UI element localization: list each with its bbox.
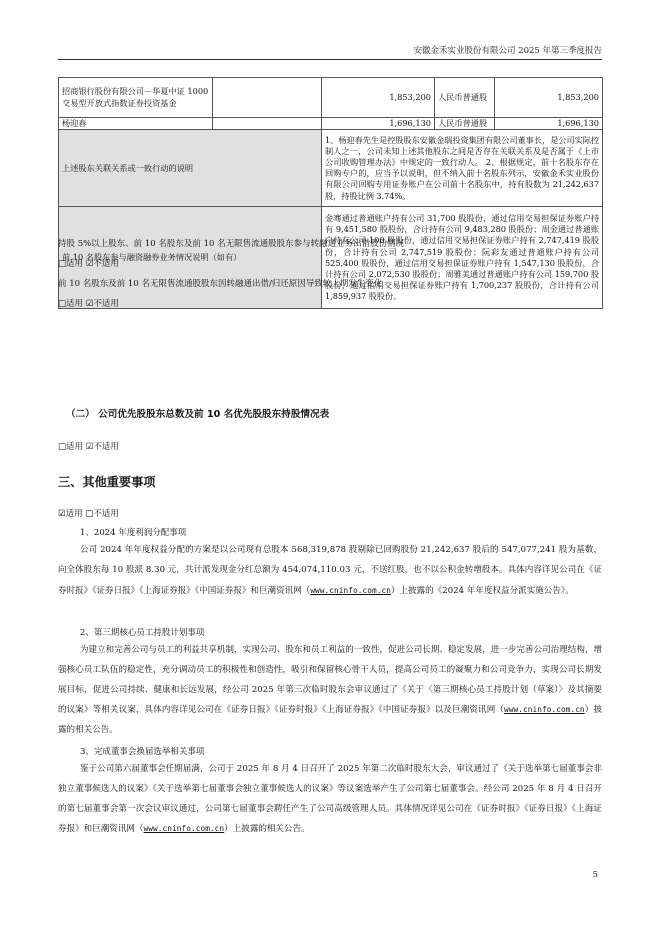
table-row [59,118,603,130]
section-heading: 三、其他重要事项 [58,475,156,489]
report-header: 安徽金禾实业股份有限公司 2025 年第三季度报告 [413,46,602,56]
holder-name: 招商银行股份有限公司－华夏中证 1000 交易型开放式指数证券投资基金 [59,78,213,118]
item-3-text-end: ）上披露的相关公告。 [224,824,310,835]
item-1-paragraph [58,541,602,601]
shares-held: 1,853,200 [322,78,435,118]
margin-trading-text: 金骞通过普通账户持有公司 31,700 股股份，通过信用交易担保证券账户持有 9,451,580 股股份，合计持有公司 9,483,280 股股份；周金通过普通账户持有公司 100 股股份，通过信用交易担保证券账户持有 2,747,419 股股份，合计持有公司 2,747,519 股股份；阮彩友通过普通账户持有公司 525,400 股股份，通过信用交易担保证券账户持有 1,547,130 股股份，合计持有公司 2,072,530 股股份；周雅美通过普通账户持有公司 159,700 股股份，通过信用交易担保证券账户持有 1,700,237 股股份，合计持有公司 1,859,937 股股份。 [322,207,603,309]
cninfo-link[interactable]: www.cninfo.com.cn [504,705,585,715]
item-1-text-end: ）上披露的《2024 年年度权益分派实施公告》。 [390,585,574,596]
blank-cell [213,118,322,130]
page-number: 5 [592,870,598,880]
item-1-title: 1、2024 年度利润分配事项 [80,528,187,538]
holder-name: 杨迎春 [59,118,213,130]
item-3-text: 鉴于公司第六届董事会任期届满，公司于 2025 年 8 月 4 日召开了 2025 年第二次临时股东大会，审议通过了《关于选举第七届董事会非独立董事候选人的议案》《关于选举第七届董事会独立董事候选人的议案》等议案选举产生了公司第七届董事会。经公司 2025 年 8 月 4 日召开的第七届董事会第一次会议审议通过，公司第七届董事会聘任产生了公司高级管理人员。具体情况详见公司在《证券时报》《证券日报》《上海证券报》和巨潮资讯网（ [58,764,602,835]
share-count: 1,853,200 [495,78,603,118]
item-2-text: 为建立和完善公司与员工的利益共享机制，实现公司、股东和员工利益的一致性，促进公司长期、稳定发展，进一步完善公司治理结构，增强核心员工队伍的稳定性，充分调动员工的积极性和创造性，吸引和保留核心骨干人员，提高公司员工的凝聚力和公司竞争力，实现公司长期发展目标，促进公司持续、健康和长远发展，经公司 2025 年第三次临时股东会审议通过了《关于〈第三期核心员工持股计划（草案）〉及其摘要的议案》等相关议案，具体内容详见公司在《证券日报》《证券时报》《上海证券报》《中国证券报》以及巨潮资讯网（ [58,645,602,716]
section-applicability: ☑适用 □不适用 [58,509,119,519]
share-type: 人民币普通股 [435,118,495,130]
item-1-text: 公司 2024 年年度权益分配的方案是以公司现有总股本 568,319,878 股剔除已回购股份 21,242,637 股后的 547,077,241 股为基数，向全体股东每 10 股派 8.30 元，共计派发现金分红总额为 454,074,110.03 元，不送红股，也不以公积金转增股本。具体内容详见公司在《证券时报》《证券日报》《上海证券报》《中国证券报》和巨潮资讯网（ [58,545,602,596]
shares-held: 1,696,130 [322,118,435,130]
margin-trading-label: 前 10 名股东参与融资融券业务情况说明（如有） [59,207,322,309]
table-row [59,130,603,207]
item-3-title: 3、完成董事会换届选举相关事项 [80,747,205,757]
item-3-paragraph [58,760,602,840]
table-row [59,207,603,309]
preferred-shares-heading: （二） 公司优先股股东总数及前 10 名优先股股东持股情况表 [66,409,330,420]
top-shareholders-table [58,77,603,309]
item-2-text-end: ）披露的相关公告。 [58,705,603,736]
lending-title: 持股 5%以上股东、前 10 名股东及前 10 名无限售流通股股东参与转融通业务出借股份情况 [58,239,405,249]
table-row [59,78,603,118]
item-2-paragraph [58,641,602,741]
change-title: 前 10 名股东及前 10 名无限售流通股股东因转融通出借/归还原因导致较上期发生变化 [58,279,383,289]
cninfo-link[interactable]: www.cninfo.com.cn [143,824,225,834]
item-2-title: 2、第三期核心员工持股计划事项 [80,628,205,638]
lending-applicability: □适用 ☑不适用 [58,259,119,269]
blank-cell [213,78,322,118]
share-count: 1,696,130 [495,118,603,130]
cninfo-link[interactable]: www.cninfo.com.cn [310,585,391,595]
related-parties-text: 1、杨迎春先生是控股股东安徽金瑞投资集团有限公司董事长，是公司实际控制人之一，公司未知上述其他股东之间是否存在关联关系及是否属于《上市公司收购管理办法》中规定的一致行动人。 2、根据规定，前十名股东存在回购专户的，应当予以说明，但不纳入前十名股东列示，安徽金禾实业股份有限公司回购专用证券账户在公司前十名股东中，持有股数为 21,242,637 股，持股比例 3.74%。 [322,130,603,207]
change-applicability: □适用 ☑不适用 [58,299,119,309]
share-type: 人民币普通股 [435,78,495,118]
header-divider [58,59,602,60]
related-parties-label: 上述股东关联关系或一致行动的说明 [59,130,322,207]
preferred-applicability: □适用 ☑不适用 [58,442,119,452]
